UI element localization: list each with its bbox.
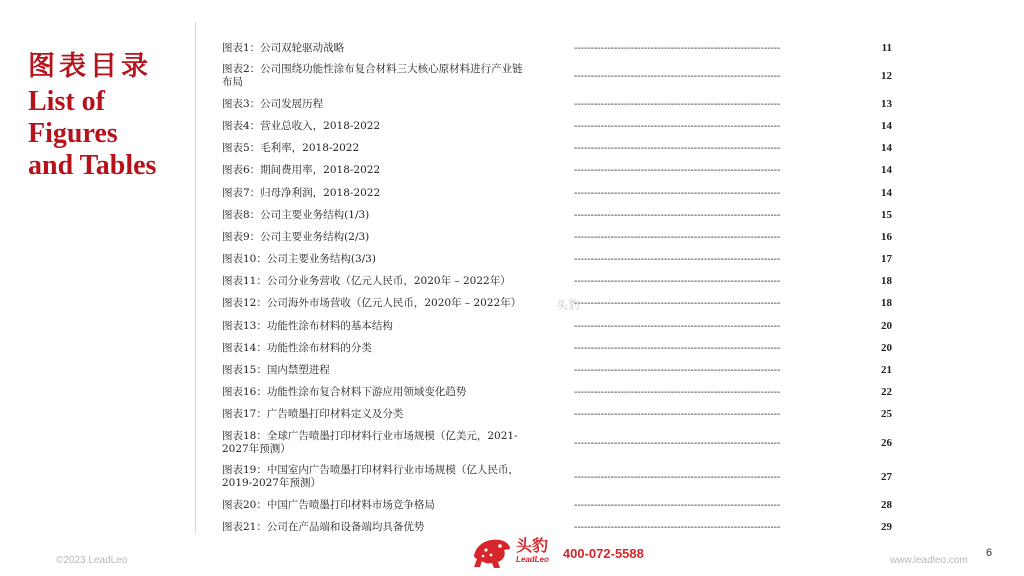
toc-row[interactable]	[222, 226, 892, 248]
toc-row-page-number: 16	[881, 230, 892, 243]
toc-row-label	[222, 63, 574, 89]
toc-row-label	[222, 98, 574, 111]
toc-row[interactable]	[222, 460, 892, 494]
toc-row-label	[222, 408, 574, 421]
toc-row-label	[222, 164, 574, 177]
toc-row[interactable]	[222, 382, 892, 404]
toc-row-label-line: 图表19：中国室内广告喷墨打印材料行业市场规模（亿人民币，	[222, 464, 519, 476]
toc-row-label-line: 图表15：国内禁塑进程	[222, 364, 330, 377]
toc-row-leader: --------------------------------------------------------------	[574, 276, 781, 288]
toc-row-leader: --------------------------------------------------------------	[574, 437, 781, 449]
toc-heading-cn: 图表目录	[28, 51, 152, 82]
toc-row-label	[222, 464, 574, 490]
toc-row[interactable]	[222, 359, 892, 381]
toc-row-label	[222, 142, 574, 155]
toc-row-leader: --------------------------------------------------------------	[574, 471, 781, 483]
toc-row-label	[222, 521, 574, 534]
toc-row-label-line: 图表18：全球广告喷墨打印材料行业市场规模（亿美元，2021-	[222, 430, 518, 442]
toc-row-label	[222, 364, 574, 377]
toc-row-page-number: 18	[881, 297, 892, 310]
logo-text-en: LeadLeo	[516, 555, 549, 564]
toc-row-label-line: 图表2：公司围绕功能性涂布复合材料三大核心原材料进行产业链	[222, 63, 523, 76]
toc-row-label-line: 图表1：公司双轮驱动战略	[222, 41, 345, 54]
toc-row-label	[222, 120, 574, 133]
toc-row-page-number: 29	[881, 520, 892, 533]
toc-row-leader: --------------------------------------------------------------	[574, 70, 781, 82]
toc-row-label-line: 2027年预测）	[222, 443, 291, 455]
logo-text-cn: 头豹	[516, 536, 549, 555]
toc-row-label-line: 图表21：公司在产品端和设备端均具备优势	[222, 520, 425, 533]
toc-row-page-number: 18	[881, 275, 892, 288]
toc-row-page-number: 13	[881, 97, 892, 110]
toc-row-label-line: 2019-2027年预测）	[222, 477, 321, 489]
toc-row-leader: --------------------------------------------------------------	[574, 98, 781, 110]
toc-row[interactable]	[222, 182, 892, 204]
toc-row-label	[222, 499, 574, 512]
toc-row[interactable]	[222, 315, 892, 337]
toc-row-page-number: 28	[881, 498, 892, 511]
toc-row-page-number: 20	[881, 319, 892, 332]
leopard-logo-icon	[470, 536, 512, 570]
toc-row[interactable]	[222, 93, 892, 115]
toc-row-page-number: 14	[881, 119, 892, 132]
toc-row[interactable]	[222, 249, 892, 271]
toc-row-label-line: 图表9：公司主要业务结构(2/3)	[222, 230, 370, 243]
toc-row-leader: --------------------------------------------------------------	[574, 387, 781, 399]
footer-logo	[470, 536, 644, 570]
toc-row-label-line: 图表16：功能性涂布复合材料下游应用领域变化趋势	[222, 386, 467, 399]
toc-row-label-line: 布局	[222, 76, 243, 89]
toc-row-label	[222, 231, 574, 244]
toc-row-leader: --------------------------------------------------------------	[574, 320, 781, 332]
toc-row-label	[222, 275, 574, 288]
toc-row-leader: --------------------------------------------------------------	[574, 409, 781, 421]
footer-website: www.leadleo.com	[890, 555, 968, 566]
toc-row-label-line: 图表11：公司分业务营收（亿元人民币，2020年 – 2022年）	[222, 275, 511, 288]
toc-row-label-line: 图表12：公司海外市场营收（亿元人民币，2020年 – 2022年）	[222, 297, 522, 310]
toc-row-label	[222, 209, 574, 222]
toc-row-label-line: 图表10：公司主要业务结构(3/3)	[222, 253, 376, 266]
toc-row[interactable]	[222, 404, 892, 426]
toc-row-label	[222, 430, 574, 456]
footer-copyright: ©2023 LeadLeo	[56, 555, 128, 566]
toc-row[interactable]	[222, 204, 892, 226]
toc-row[interactable]	[222, 494, 892, 516]
toc-row-leader: --------------------------------------------------------------	[574, 342, 781, 354]
toc-row-label-line: 图表14：功能性涂布材料的分类	[222, 341, 372, 354]
toc-row-leader: --------------------------------------------------------------	[574, 298, 781, 310]
toc-row-label-line: 图表8：公司主要业务结构(1/3)	[222, 208, 370, 221]
watermark: 头豹	[556, 298, 581, 312]
toc-row[interactable]	[222, 160, 892, 182]
toc-row-page-number: 20	[881, 341, 892, 354]
toc-row-label	[222, 253, 574, 266]
toc-row-leader: --------------------------------------------------------------	[574, 499, 781, 511]
toc-row-page-number: 26	[881, 436, 892, 449]
toc-row-leader: --------------------------------------------------------------	[574, 120, 781, 132]
toc-heading-en-line-2: Figures	[28, 118, 118, 149]
toc-row[interactable]	[222, 37, 892, 59]
toc-row-label	[222, 297, 574, 310]
toc-list	[222, 37, 892, 538]
toc-row-page-number: 11	[881, 41, 892, 54]
toc-row-label-line: 图表5：毛利率，2018-2022	[222, 142, 360, 155]
toc-row-label-line: 图表17：广告喷墨打印材料定义及分类	[222, 408, 404, 421]
divider	[195, 22, 196, 534]
toc-row-label-line: 图表3：公司发展历程	[222, 97, 324, 110]
toc-row-leader: --------------------------------------------------------------	[574, 209, 781, 221]
toc-row-leader: --------------------------------------------------------------	[574, 42, 781, 54]
toc-row-page-number: 27	[881, 470, 892, 483]
toc-row[interactable]	[222, 115, 892, 137]
toc-row-leader: --------------------------------------------------------------	[574, 143, 781, 155]
page-number: 6	[986, 547, 993, 559]
toc-row-leader: --------------------------------------------------------------	[574, 165, 781, 177]
toc-row-label	[222, 320, 574, 333]
toc-row-page-number: 12	[881, 69, 892, 82]
toc-row-page-number: 15	[881, 208, 892, 221]
toc-row[interactable]	[222, 59, 892, 93]
toc-row-page-number: 17	[881, 253, 892, 266]
toc-row-page-number: 21	[881, 364, 892, 377]
toc-row-leader: --------------------------------------------------------------	[574, 365, 781, 377]
toc-row-label-line: 图表20：中国广告喷墨打印材料市场竞争格局	[222, 498, 435, 511]
toc-heading-en-line-1: List of	[28, 86, 105, 117]
toc-row-label	[222, 386, 574, 399]
toc-row[interactable]	[222, 138, 892, 160]
toc-row[interactable]	[222, 271, 892, 293]
toc-row-label-line: 图表4：营业总收入，2018-2022	[222, 119, 381, 132]
toc-row-label	[222, 187, 574, 200]
toc-row-leader: --------------------------------------------------------------	[574, 187, 781, 199]
toc-row-label	[222, 342, 574, 355]
toc-row-label-line: 图表13：功能性涂布材料的基本结构	[222, 319, 393, 332]
toc-row-page-number: 14	[881, 164, 892, 177]
toc-row-page-number: 22	[881, 386, 892, 399]
toc-row-page-number: 25	[881, 408, 892, 421]
toc-row-page-number: 14	[881, 142, 892, 155]
toc-row[interactable]	[222, 426, 892, 460]
toc-row-label-line: 图表7：归母净利润，2018-2022	[222, 186, 381, 199]
toc-row-leader: --------------------------------------------------------------	[574, 231, 781, 243]
footer-phone: 400-072-5588	[562, 545, 644, 561]
toc-heading	[28, 44, 193, 182]
toc-row-label	[222, 42, 574, 55]
toc-row-leader: --------------------------------------------------------------	[574, 521, 781, 533]
toc-row[interactable]	[222, 337, 892, 359]
toc-heading-en-line-3: and Tables	[28, 150, 157, 181]
toc-row-label-line: 图表6：期间费用率，2018-2022	[222, 164, 381, 177]
toc-row-leader: --------------------------------------------------------------	[574, 254, 781, 266]
toc-row-page-number: 14	[881, 186, 892, 199]
